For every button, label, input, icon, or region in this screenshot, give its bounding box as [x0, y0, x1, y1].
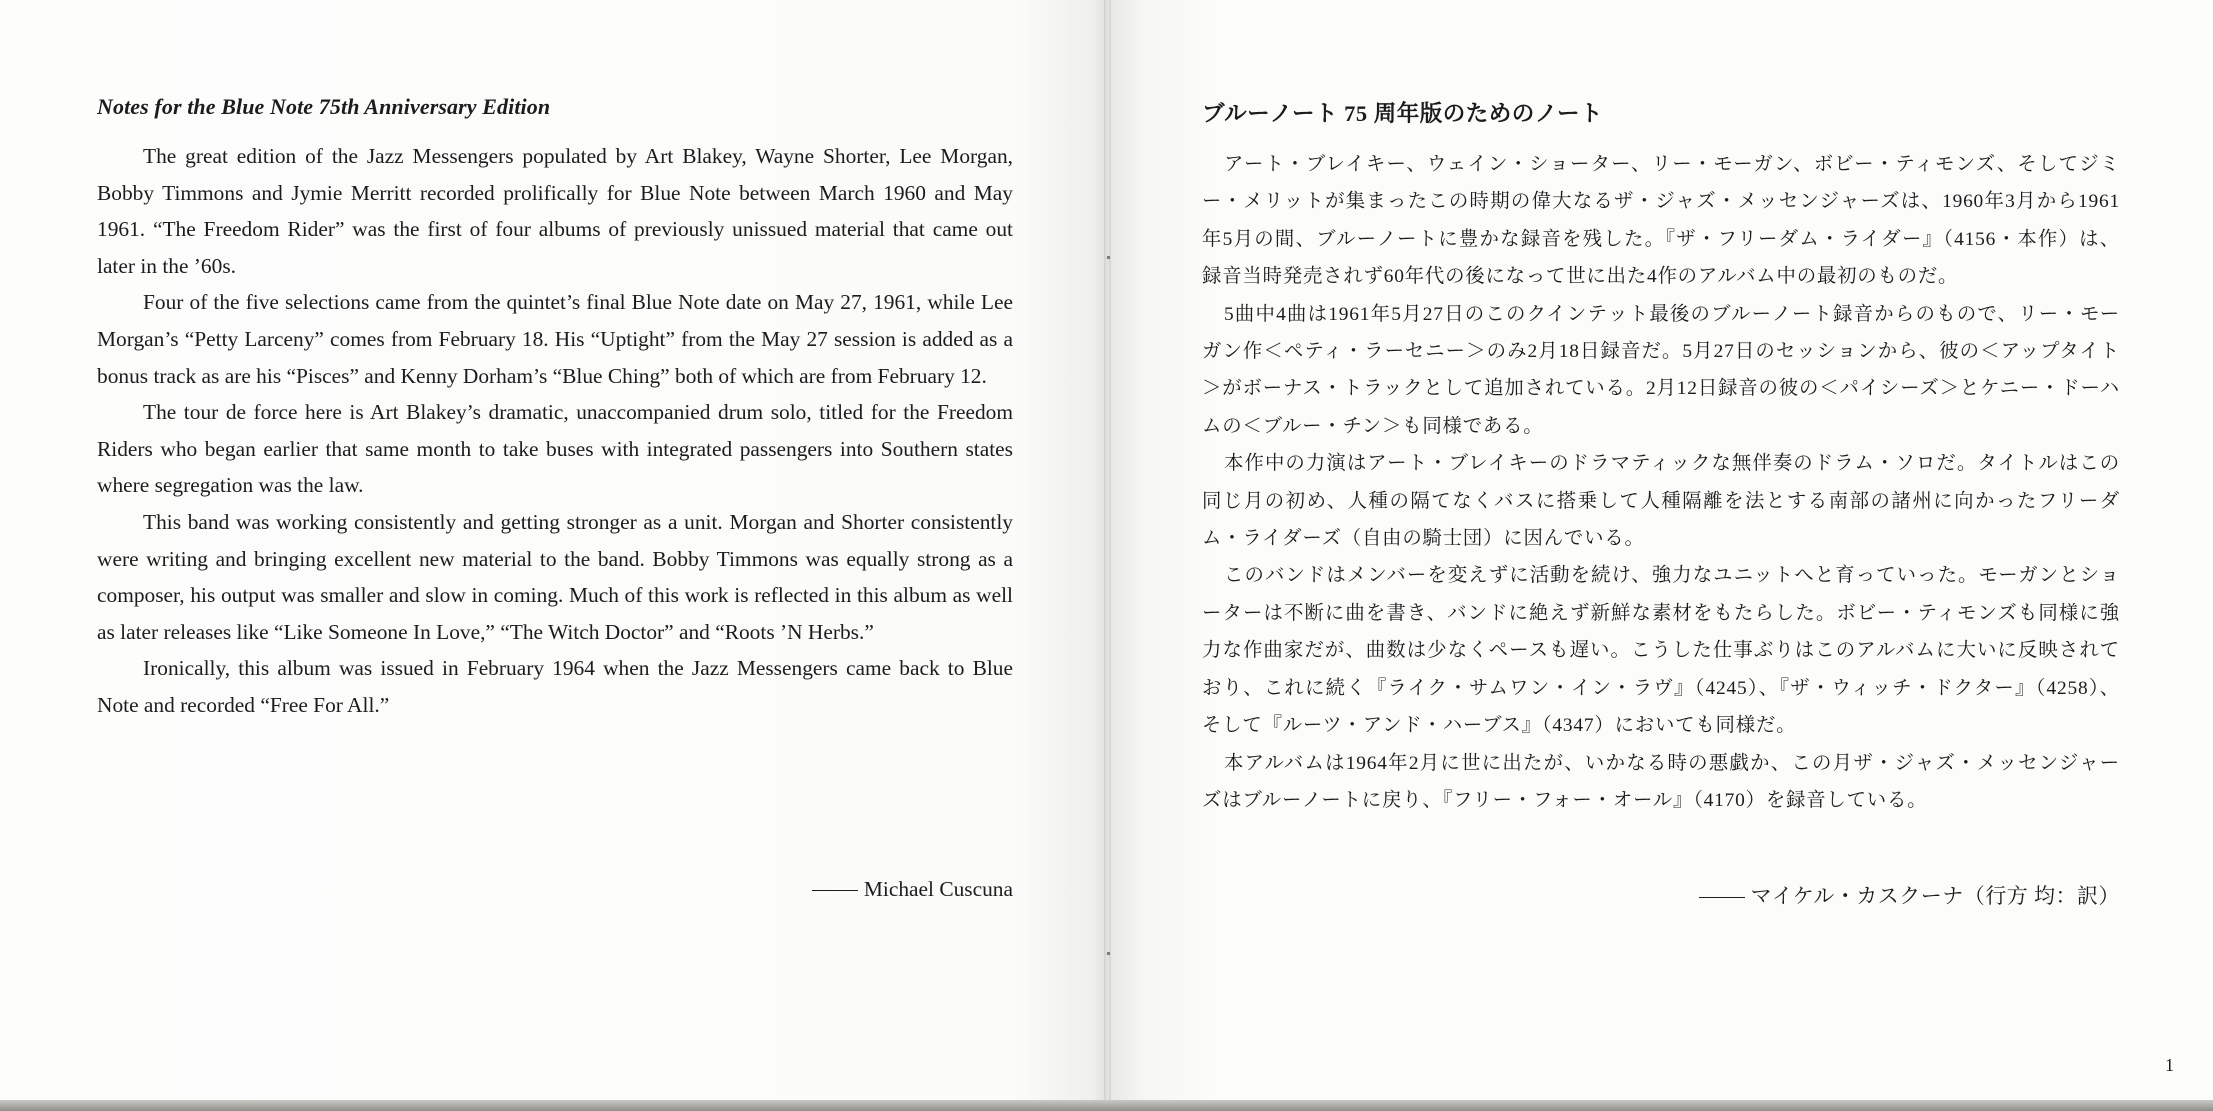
english-paragraph-1: The great edition of the Jazz Messengers populated by Art Blakey, Wayne Shorter, Lee Morgan, Bobby Timmons and Jymie Merritt recorded prolifically for Blue Note between March 1960 and May 1961. “The Freedom Rider” was the first of four albums of previously unissued material that came out later in the ’60s. [97, 144, 1013, 278]
english-paragraph-2: Four of the five selections came from the quintet’s final Blue Note date on May 27, 1961, while Lee Morgan’s “Petty Larceny” comes from February 18. His “Uptight” from the May 27 session is added as a bonus track as are his “Pisces” and Kenny Dorham’s “Blue Ching” both of which are from February 12. [97, 290, 1013, 388]
page-number: 1 [2165, 1055, 2174, 1075]
japanese-signature [1699, 880, 2120, 910]
english-signature-name: Michael Cuscuna [863, 877, 1013, 901]
right-page [1111, 0, 2213, 1100]
english-paragraph-4: This band was working consistently and getting stronger as a unit. Morgan and Shorter consistently were writing and bringing excellent new material to the band. Bobby Timmons was equally strong as a composer, his output was smaller and slow in coming. Much of this work is reflected in this album as well as later releases like “Like Someone In Love,” “The Witch Doctor” and “Roots ’N Herbs.” [97, 509, 1013, 644]
signature-dash [812, 890, 858, 891]
japanese-notes [1202, 96, 2120, 908]
page-bottom-edge [0, 1100, 2213, 1111]
english-paragraph-3: The tour de force here is Art Blakey’s dramatic, unaccompanied drum solo, titled for the Freedom Riders who began earlier that same month to take buses with integrated passengers into Southern states where segregation was the law. [97, 400, 1013, 498]
japanese-signature-name: マイケル・カスクーナ（行方 均：訳） [1750, 884, 2120, 908]
english-notes [97, 94, 1013, 901]
english-signature [812, 877, 1013, 902]
japanese-paragraph-4: このバンドはメンバーを変えずに活動を続け、強力なユニットへと育っていった。モーガンとショーターは不断に曲を書き、バンドに絶えず新鮮な素材をもたらした。ボビー・ティモンズも同様に強力な作曲家だが、曲数は少なくペースも遅い。こうした仕事ぶりはこのアルバムに大いに反映されており、これに続く『ライク・サムワン・イン・ラヴ』（4245）、『ザ・ウィッチ・ドクター』（4258）、そして『ルーツ・アンド・ハーブス』（4347）においても同様だ。 [1202, 565, 2120, 737]
left-page [0, 0, 1104, 1100]
japanese-heading: ブルーノート 75 周年版のためのノート [1202, 101, 1604, 126]
gutter-mark [1107, 256, 1110, 259]
japanese-paragraph-2: 5曲中4曲は1961年5月27日のこのクインテット最後のブルーノート録音からのもので、リー・モーガン作＜ペティ・ラーセニー＞のみ2月18日録音だ。5月27日のセッションから、彼の＜アップタイト＞がボーナス・トラックとして追加されている。2月12日録音の彼の＜パイシーズ＞とケニー・ドーハムの＜ブルー・チン＞も同様である。 [1202, 303, 2120, 437]
japanese-paragraph-5: 本アルバムは1964年2月に世に出たが、いかなる時の悪戯か、この月ザ・ジャズ・メッセンジャーズはブルーノートに戻り、『フリー・フォー・オール』（4170）を録音している。 [1202, 752, 2120, 811]
japanese-paragraph-3: 本作中の力演はアート・ブレイキーのドラマティックな無伴奏のドラム・ソロだ。タイトルはこの同じ月の初め、人種の隔てなくバスに搭乗して人種隔離を法とする南部の諸州に向かったフリーダム・ライダーズ（自由の騎士団）に因んでいる。 [1202, 453, 2120, 550]
signature-dash [1699, 897, 1745, 898]
english-heading: Notes for the Blue Note 75th Anniversary Edition [97, 94, 551, 119]
japanese-paragraph-1: アート・ブレイキー、ウェイン・ショーター、リー・モーガン、ボビー・ティモンズ、そしてジミー・メリットが集まったこの時期の偉大なるザ・ジャズ・メッセンジャーズは、1960年3月から1961年5月の間、ブルーノートに豊かな録音を残した。『ザ・フリーダム・ライダー』（4156・本作）は、録音当時発売されず60年代の後になって世に出た4作のアルバム中の最初のものだ。 [1202, 154, 2120, 288]
english-paragraph-5: Ironically, this album was issued in February 1964 when the Jazz Messengers came back to Blue Note and recorded “Free For All.” [97, 656, 1013, 717]
book-gutter [1104, 0, 1111, 1100]
gutter-mark [1107, 952, 1110, 955]
